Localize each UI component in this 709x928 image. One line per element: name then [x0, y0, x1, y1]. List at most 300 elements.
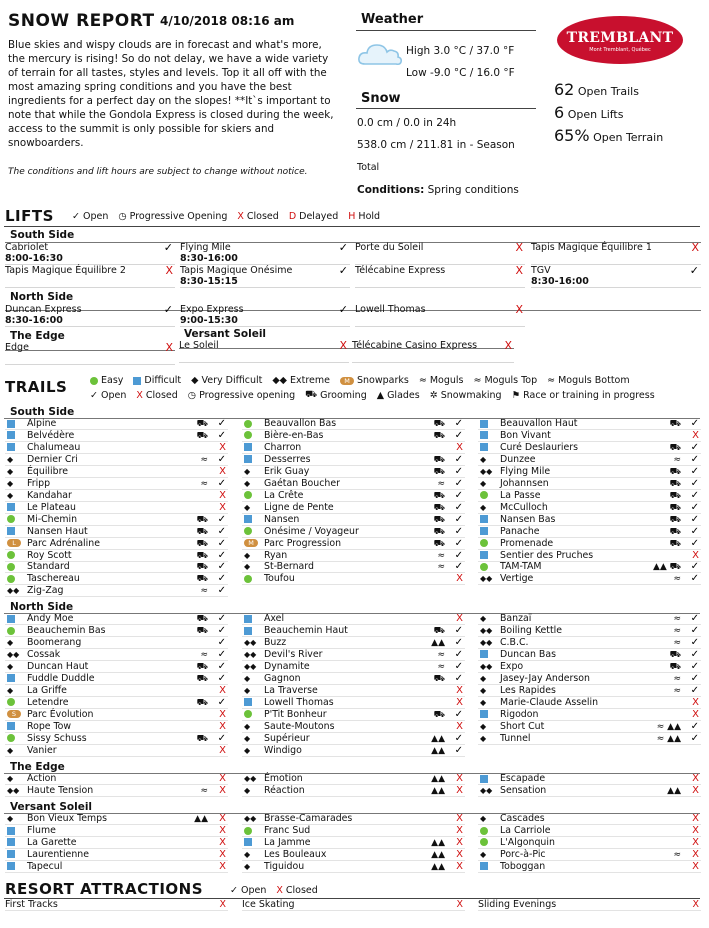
trail-conditions-icons: ⛟: [669, 466, 681, 477]
trail-conditions-icons: ≈: [200, 454, 208, 465]
trail-difficulty: [244, 733, 258, 746]
open-check-icon: ✓: [690, 477, 699, 489]
trail-sensation[interactable]: [478, 785, 701, 797]
trail-toboggan[interactable]: [478, 861, 701, 873]
trail-biere-en-bas[interactable]: [242, 430, 465, 442]
trail-beauvallon-haut[interactable]: [478, 418, 701, 430]
trail-beauchemin-haut[interactable]: [242, 625, 465, 637]
open-check-icon: ✓: [454, 648, 463, 660]
trail-difficulty: [244, 538, 258, 550]
trail-fripp[interactable]: [5, 478, 228, 490]
trail-conditions-icons: ▲▲: [431, 849, 445, 860]
trail-zig-zag[interactable]: [5, 585, 228, 597]
trail-lowell-thomas[interactable]: [242, 697, 465, 709]
trail-roy-scott[interactable]: [5, 550, 228, 562]
trail-parc-adrenaline[interactable]: [5, 538, 228, 550]
trail-tunnel[interactable]: [478, 733, 701, 745]
trail-mi-chemin[interactable]: [5, 514, 228, 526]
trails-legend2-icon-0: ✓: [90, 389, 98, 401]
lifts-legend-icon-4: H: [348, 211, 356, 222]
trails-legend2-icon-4: ▲: [376, 389, 385, 401]
trail-name: Franc Sud: [264, 825, 311, 836]
trail-difficulty: [480, 785, 494, 798]
very-difficult-icon: ◆: [7, 478, 14, 488]
easy-icon: [244, 431, 252, 439]
trails-legend1-label-7: Moguls Bottom: [558, 375, 630, 386]
trail-toufou[interactable]: [242, 573, 465, 585]
open-check-icon: ✓: [454, 537, 463, 549]
trail-rigodon[interactable]: [478, 709, 701, 721]
trail-difficulty: [244, 773, 258, 786]
trails-legend1-icon-2: ◆: [191, 375, 199, 386]
open-check-icon: ✓: [454, 660, 463, 672]
lift-tapis-magique-onesime[interactable]: [180, 265, 350, 288]
trail-conditions-icons: ▲▲: [431, 861, 445, 872]
trail-section-south-side: South Side: [10, 406, 75, 418]
trail-difficulty: [480, 613, 494, 626]
trail-dunzee[interactable]: [478, 454, 701, 466]
attraction-name: First Tracks: [5, 899, 58, 910]
trail-difficulty: [480, 514, 494, 526]
closed-x-icon: X: [515, 303, 523, 316]
open-check-icon: ✓: [217, 573, 226, 585]
easy-icon: [7, 734, 15, 742]
trail-fuddle-duddle[interactable]: [5, 673, 228, 685]
trails-legend2-label-5: Snowmaking: [440, 389, 502, 401]
open-check-icon: ✓: [690, 613, 699, 624]
trail-difficulty: [480, 837, 494, 849]
trail-conditions-icons: ⛟: [669, 661, 681, 672]
trail-taschereau[interactable]: [5, 573, 228, 585]
trail-name: Gaétan Boucher: [264, 477, 340, 489]
trail-nansen-bas[interactable]: [478, 514, 701, 526]
trails-legend2-label-3: Grooming: [320, 389, 367, 401]
closed-x-icon: X: [456, 720, 463, 732]
trail-name: Beauvallon Haut: [500, 418, 578, 429]
trail-name: Porc-à-Pic: [500, 848, 546, 860]
trail-les-bouleaux[interactable]: [242, 849, 465, 861]
open-check-icon: ✓: [454, 513, 463, 525]
extreme-icon: ◆◆: [7, 586, 20, 596]
trail-name: Tapecul: [27, 860, 63, 872]
trail-superieur[interactable]: [242, 733, 465, 745]
trail-la-crete[interactable]: [242, 490, 465, 502]
trail-bon-vivant[interactable]: [478, 430, 701, 442]
trail-difficulty: [244, 721, 258, 734]
lift-telecabine-express[interactable]: [355, 265, 525, 288]
trail-cure-deslauriers[interactable]: [478, 442, 701, 454]
open-check-icon: ✓: [217, 477, 226, 489]
trail-difficulty: [244, 478, 258, 491]
trail-difficulty: [7, 526, 21, 538]
open-check-icon: ✓: [454, 418, 463, 429]
trail-brasse-camarades[interactable]: [242, 813, 465, 825]
trail-name: La Griffe: [27, 684, 67, 696]
trail-letendre[interactable]: [5, 697, 228, 709]
easy-icon: [7, 575, 15, 583]
trail-section-north-side: North Side: [10, 601, 74, 613]
open-check-icon: ✓: [690, 684, 699, 696]
lift-hours: 9:00-15:30: [180, 315, 238, 326]
trail-name: Toufou: [264, 573, 295, 585]
trail-ryan[interactable]: [242, 550, 465, 562]
report-date: 4/10/2018 08:16 am: [160, 14, 295, 28]
trail-jasey-jay-anderson[interactable]: [478, 673, 701, 685]
trail-difficulty: [7, 861, 21, 873]
lift-tapis-magique-equilibre-2[interactable]: [5, 265, 175, 288]
easy-icon: [244, 575, 252, 583]
trail-difficulty: [244, 697, 258, 709]
attractions-title: RESORT ATTRACTIONS: [5, 880, 204, 898]
trail-la-griffe[interactable]: [5, 685, 228, 697]
att-legend-label-1: Closed: [285, 885, 318, 896]
easy-icon: [244, 420, 252, 428]
lifts-legend-label-2: Closed: [246, 211, 279, 222]
lifts-legend-icon-2: X: [237, 211, 244, 222]
lift-name: Tapis Magique Onésime: [180, 265, 293, 276]
extreme-icon: ◆◆: [244, 774, 257, 783]
trail-difficulty: [7, 745, 21, 758]
closed-x-icon: X: [692, 708, 699, 720]
trail-difficulty: [244, 825, 258, 837]
trail-parc-progression[interactable]: [242, 538, 465, 550]
trail-difficulty: [480, 418, 494, 430]
trail-name: Chalumeau: [27, 441, 81, 453]
trail-name: Desserres: [264, 453, 311, 465]
closed-x-icon: X: [219, 744, 226, 756]
closed-x-icon: X: [515, 241, 523, 254]
closed-x-icon: X: [219, 836, 226, 848]
open-check-icon: ✓: [454, 636, 463, 648]
trail-chalumeau[interactable]: [5, 442, 228, 454]
trail-gagnon[interactable]: [242, 673, 465, 685]
trail-name: Jasey-Jay Anderson: [500, 672, 590, 684]
trail-standard[interactable]: [5, 561, 228, 573]
trail-dynamite[interactable]: [242, 661, 465, 673]
trail-name: Beauchemin Bas: [27, 625, 106, 636]
trail-charron[interactable]: [242, 442, 465, 454]
extreme-icon: ◆◆: [480, 637, 493, 647]
trail-windigo[interactable]: [242, 745, 465, 757]
trail-name: Rope Tow: [27, 720, 72, 732]
trail-name: Panache: [500, 525, 540, 537]
very-difficult-icon: ◆: [244, 745, 251, 755]
lift-duncan-express[interactable]: [5, 304, 175, 327]
trail-name: Équilibre: [27, 465, 68, 477]
trail-banzai[interactable]: [478, 613, 701, 625]
trail-name: Zig-Zag: [27, 585, 64, 597]
trail-p-tit-bonheur[interactable]: [242, 709, 465, 721]
trail-johannsen[interactable]: [478, 478, 701, 490]
trail-c-b-c[interactable]: [478, 637, 701, 649]
trail-les-rapides[interactable]: [478, 685, 701, 697]
trail-name: Gagnon: [264, 672, 301, 684]
very-difficult-icon: ◆: [7, 454, 14, 464]
lifts-legend-icon-0: ✓: [72, 211, 80, 222]
trail-name: P'Tit Bonheur: [264, 708, 327, 720]
lift-name: Cabriolet: [5, 242, 49, 253]
trail-conditions-icons: ≈: [200, 586, 208, 597]
trail-la-jamme[interactable]: [242, 837, 465, 849]
trail-conditions-icons: ⛟: [669, 490, 681, 501]
trail-difficulty: [244, 526, 258, 538]
trail-parc-evolution[interactable]: [5, 709, 228, 721]
trail-difficulty: [480, 673, 494, 686]
attraction-sliding-evenings[interactable]: [478, 898, 701, 911]
closed-x-icon: X: [691, 241, 699, 254]
trail-difficulty: [480, 709, 494, 721]
open-check-icon: ✓: [454, 429, 463, 441]
difficult-icon: [7, 674, 15, 682]
trail-sissy-schuss[interactable]: [5, 733, 228, 745]
trail-nansen[interactable]: [242, 514, 465, 526]
trail-duncan-haut[interactable]: [5, 661, 228, 673]
difficult-icon: [7, 443, 15, 451]
trail-name: Les Rapides: [500, 684, 556, 696]
trail-conditions-icons: ⛟: [433, 709, 445, 720]
trail-buzz[interactable]: [242, 637, 465, 649]
trail-axel[interactable]: [242, 613, 465, 625]
trail-name: Windigo: [264, 744, 302, 756]
lift-tgv[interactable]: [531, 265, 701, 288]
lift-name: Duncan Express: [5, 304, 82, 315]
trail-conditions-icons: ⛟: [669, 649, 681, 660]
trail-difficulty: [7, 550, 21, 562]
extreme-icon: ◆◆: [480, 574, 493, 584]
lift-name: Télécabine Express: [355, 265, 446, 276]
very-difficult-icon: ◆: [480, 502, 487, 512]
trail-erik-guay[interactable]: [242, 466, 465, 478]
trail-difficulty: [480, 538, 494, 550]
stat-lifts: 6 Open Lifts: [554, 103, 624, 122]
very-difficult-icon: ◆: [480, 454, 487, 464]
trail-difficulty: [244, 514, 258, 526]
trail-conditions-icons: ⛟: [196, 614, 208, 624]
lift-flying-mile[interactable]: [180, 242, 350, 265]
trail-conditions-icons: ≈: [673, 574, 681, 585]
trail-belvedere[interactable]: [5, 430, 228, 442]
closed-x-icon: X: [692, 836, 699, 848]
very-difficult-icon: ◆: [480, 849, 487, 859]
trail-tapecul[interactable]: [5, 861, 228, 873]
closed-x-icon: X: [456, 813, 463, 824]
trail-kandahar[interactable]: [5, 490, 228, 502]
trail-vanier[interactable]: [5, 745, 228, 757]
trail-la-traverse[interactable]: [242, 685, 465, 697]
lift-name: Lowell Thomas: [355, 304, 426, 315]
lift-name: Tapis Magique Équilibre 1: [531, 242, 652, 253]
trails-legend1-label-2: Very Difficult: [201, 375, 263, 386]
trails-legend1-icon-3: ◆◆: [272, 375, 287, 386]
open-check-icon: ✓: [454, 625, 463, 636]
tremblant-logo[interactable]: [557, 16, 683, 64]
very-difficult-icon: ◆: [244, 861, 251, 871]
trail-cascades[interactable]: [478, 813, 701, 825]
trail-name: Sensation: [500, 785, 547, 796]
trail-l-algonquin[interactable]: [478, 837, 701, 849]
very-difficult-icon: ◆: [244, 550, 251, 560]
extreme-icon: ◆◆: [7, 649, 20, 659]
open-check-icon: ✓: [454, 672, 463, 684]
open-check-icon: ✓: [454, 549, 463, 561]
trail-difficulty: [480, 773, 494, 785]
trail-difficulty: [244, 613, 258, 625]
trail-name: Nansen: [264, 513, 300, 525]
trail-laurentienne[interactable]: [5, 849, 228, 861]
trail-alpine[interactable]: [5, 418, 228, 430]
trail-marie-claude-asselin[interactable]: [478, 697, 701, 709]
trails-legend1-easy-icon: [90, 377, 98, 385]
trail-short-cut[interactable]: [478, 721, 701, 733]
trail-escapade[interactable]: [478, 773, 701, 785]
trail-panache[interactable]: [478, 526, 701, 538]
trail-difficulty: [7, 721, 21, 733]
trail-difficulty: [7, 561, 21, 573]
trail-sentier-des-pruches[interactable]: [478, 550, 701, 562]
stat-trails: 62 Open Trails: [554, 80, 639, 99]
closed-x-icon: X: [456, 613, 463, 624]
trail-conditions-icons: ▲▲ ⛟: [652, 562, 681, 573]
trail-promenade[interactable]: [478, 538, 701, 550]
trail-difficulty: [7, 442, 21, 454]
trail-bon-vieux-temps[interactable]: [5, 813, 228, 825]
trail-conditions-icons: ⛟: [433, 538, 445, 549]
attraction-ice-skating[interactable]: [242, 898, 465, 911]
trail-difficulty: [244, 745, 258, 758]
trail-conditions-icons: ⛟: [433, 626, 445, 636]
trail-action[interactable]: [5, 773, 228, 785]
lift-section-south-side: South Side: [10, 229, 75, 241]
trail-la-garette[interactable]: [5, 837, 228, 849]
very-difficult-icon: ◆: [7, 685, 14, 695]
trail-reaction[interactable]: [242, 785, 465, 797]
trail-desserres[interactable]: [242, 454, 465, 466]
trail-conditions-icons: ⛟: [669, 526, 681, 537]
trail-la-carriole[interactable]: [478, 825, 701, 837]
att-legend-icon-1: X: [276, 885, 283, 896]
lift-porte-du-soleil[interactable]: [355, 242, 525, 265]
lifts-legend-label-0: Open: [82, 211, 109, 222]
open-check-icon: ✓: [689, 264, 699, 277]
trail-flume[interactable]: [5, 825, 228, 837]
snowpark-icon: L: [7, 539, 21, 547]
trail-name: La Garette: [27, 836, 77, 848]
trail-dernier-cri[interactable]: [5, 454, 228, 466]
open-check-icon: ✓: [217, 648, 226, 660]
trails-legend-difficulty: [90, 375, 630, 386]
lift-expo-express[interactable]: [180, 304, 350, 327]
lift-cabriolet[interactable]: [5, 242, 175, 265]
trail-conditions-icons: ≈: [437, 649, 445, 660]
lift-name: Tapis Magique Équilibre 2: [5, 265, 126, 276]
trail-conditions-icons: ⛟: [196, 562, 208, 573]
trail-mcculloch[interactable]: [478, 502, 701, 514]
trails-legend1-icon-5: ≈: [418, 375, 427, 386]
trail-flying-mile[interactable]: [478, 466, 701, 478]
trail-st-bernard[interactable]: [242, 561, 465, 573]
trail-emotion[interactable]: [242, 773, 465, 785]
trails-legend2-icon-1: X: [136, 389, 143, 401]
trails-legend2-label-0: Open: [100, 389, 127, 401]
lift-edge[interactable]: [5, 342, 175, 365]
trail-cossak[interactable]: [5, 649, 228, 661]
trail-conditions-icons: ⛟: [433, 430, 445, 441]
trail-vertige[interactable]: [478, 573, 701, 585]
trail-franc-sud[interactable]: [242, 825, 465, 837]
trail-tiguidou[interactable]: [242, 861, 465, 873]
trail-name: Boomerang: [27, 636, 82, 648]
attraction-first-tracks[interactable]: [5, 898, 228, 911]
trail-difficulty: [244, 454, 258, 466]
trail-name: St-Bernard: [264, 561, 314, 573]
trail-onesime-voyageur[interactable]: [242, 526, 465, 538]
trail-name: Standard: [27, 561, 70, 573]
high-temp: 3.0 °C / 37.0 °F: [433, 45, 515, 57]
trail-name: Erik Guay: [264, 465, 310, 477]
trail-ligne-de-pente[interactable]: [242, 502, 465, 514]
trail-saute-moutons[interactable]: [242, 721, 465, 733]
trail-expo[interactable]: [478, 661, 701, 673]
trail-devil-s-river[interactable]: [242, 649, 465, 661]
difficult-icon: [480, 862, 488, 870]
very-difficult-icon: ◆: [480, 685, 487, 695]
open-check-icon: ✓: [690, 732, 699, 744]
trail-difficulty: [480, 825, 494, 837]
trail-tam-tam[interactable]: [478, 561, 701, 573]
trail-duncan-bas[interactable]: [478, 649, 701, 661]
trail-rope-tow[interactable]: [5, 721, 228, 733]
trail-boiling-kettle[interactable]: [478, 625, 701, 637]
trail-porc-a-pic[interactable]: [478, 849, 701, 861]
trail-name: Escapade: [500, 773, 546, 784]
trail-conditions-icons: ≈: [673, 454, 681, 465]
trails-title: TRAILS: [5, 378, 68, 396]
trail-haute-tension[interactable]: [5, 785, 228, 797]
lift-le-soleil[interactable]: [179, 340, 349, 363]
open-check-icon: ✓: [217, 561, 226, 573]
trail-le-plateau[interactable]: [5, 502, 228, 514]
trail-nansen-haut[interactable]: [5, 526, 228, 538]
difficult-icon: [7, 722, 15, 730]
trail-gaetan-boucher[interactable]: [242, 478, 465, 490]
lift-hours: 8:30-16:00: [180, 253, 238, 264]
open-check-icon: ✓: [454, 732, 463, 744]
trail-name: Sentier des Pruches: [500, 549, 594, 561]
trail-equilibre[interactable]: [5, 466, 228, 478]
lift-tapis-magique-equilibre-1[interactable]: [531, 242, 701, 265]
difficult-icon: [7, 431, 15, 439]
trail-la-passe[interactable]: [478, 490, 701, 502]
very-difficult-icon: ◆: [480, 614, 487, 623]
trail-name: Tunnel: [500, 732, 531, 744]
trail-boomerang[interactable]: [5, 637, 228, 649]
trail-difficulty: [244, 430, 258, 442]
trail-name: Brasse-Camarades: [264, 813, 353, 824]
difficult-icon: [244, 615, 252, 623]
open-check-icon: ✓: [690, 453, 699, 465]
lift-lowell-thomas[interactable]: [355, 304, 525, 327]
trail-andy-moe[interactable]: [5, 613, 228, 625]
lift-telecabine-casino-express[interactable]: [352, 340, 514, 363]
easy-icon: [244, 710, 252, 718]
trail-conditions-icons: ⛟: [433, 526, 445, 537]
open-check-icon: ✓: [690, 513, 699, 525]
open-check-icon: ✓: [690, 537, 699, 549]
trail-beauchemin-bas[interactable]: [5, 625, 228, 637]
trail-conditions-icons: ⛟: [433, 454, 445, 465]
trail-difficulty: [7, 661, 21, 674]
trail-beauvallon-bas[interactable]: [242, 418, 465, 430]
